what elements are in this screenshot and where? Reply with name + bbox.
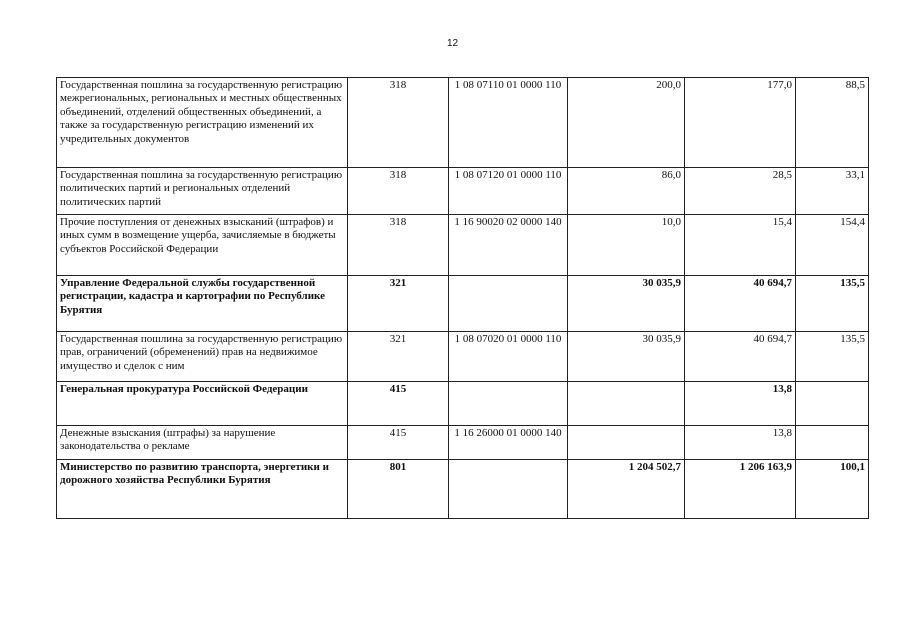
row-fact: 40 694,7 — [685, 332, 796, 382]
table-row — [57, 332, 869, 382]
row-name: Генеральная прокуратура Российской Федерации — [57, 382, 348, 426]
row-name: Государственная пошлина за государственную регистрацию прав, ограничений (обременений) прав на недвижимое имущество и сделок с ним — [57, 332, 348, 382]
row-admin-code: 415 — [348, 382, 449, 426]
row-budget-code: 1 08 07020 01 0000 110 — [449, 332, 568, 382]
table-row — [57, 426, 869, 460]
table-row — [57, 78, 869, 168]
row-budget-code: 1 16 26000 01 0000 140 — [449, 426, 568, 460]
row-fact: 13,8 — [685, 426, 796, 460]
row-fact: 28,5 — [685, 168, 796, 215]
row-budget-code: 1 08 07110 01 0000 110 — [449, 78, 568, 168]
row-budget-code — [449, 382, 568, 426]
row-plan — [568, 426, 685, 460]
row-admin-code: 801 — [348, 460, 449, 519]
table-row — [57, 168, 869, 215]
row-plan: 30 035,9 — [568, 332, 685, 382]
row-plan: 10,0 — [568, 215, 685, 276]
page-number: 12 — [446, 38, 459, 49]
row-name: Государственная пошлина за государственную регистрацию межрегиональных, региональных и местных общественных объединений, отделений общественных объединений, а также за государственную регистрацию изменений их учредительных документов — [57, 78, 348, 168]
row-fact: 15,4 — [685, 215, 796, 276]
row-name: Государственная пошлина за государственную регистрацию политических партий и региональных отделений политических партий — [57, 168, 348, 215]
row-name: Денежные взыскания (штрафы) за нарушение законодательства о рекламе — [57, 426, 348, 460]
row-budget-code — [449, 460, 568, 519]
row-admin-code: 318 — [348, 78, 449, 168]
row-percent: 88,5 — [796, 78, 869, 168]
row-plan: 1 204 502,7 — [568, 460, 685, 519]
row-plan: 200,0 — [568, 78, 685, 168]
row-budget-code: 1 08 07120 01 0000 110 — [449, 168, 568, 215]
row-percent: 33,1 — [796, 168, 869, 215]
row-name: Управление Федеральной службы государственной регистрации, кадастра и картографии по Республике Бурятия — [57, 276, 348, 332]
row-percent: 154,4 — [796, 215, 869, 276]
row-percent — [796, 426, 869, 460]
row-percent: 135,5 — [796, 332, 869, 382]
row-admin-code: 415 — [348, 426, 449, 460]
row-percent: 135,5 — [796, 276, 869, 332]
row-admin-code: 318 — [348, 215, 449, 276]
row-fact: 1 206 163,9 — [685, 460, 796, 519]
row-budget-code — [449, 276, 568, 332]
row-fact: 40 694,7 — [685, 276, 796, 332]
row-plan — [568, 382, 685, 426]
table-row — [57, 215, 869, 276]
row-name: Прочие поступления от денежных взысканий (штрафов) и иных сумм в возмещение ущерба, зачисляемые в бюджеты субъектов Российской Федерации — [57, 215, 348, 276]
row-name: Министерство по развитию транспорта, энергетики и дорожного хозяйства Республики Бурятия — [57, 460, 348, 519]
row-admin-code: 318 — [348, 168, 449, 215]
row-fact: 177,0 — [685, 78, 796, 168]
table-row — [57, 276, 869, 332]
table-row — [57, 382, 869, 426]
row-budget-code: 1 16 90020 02 0000 140 — [449, 215, 568, 276]
row-plan: 30 035,9 — [568, 276, 685, 332]
revenue-table — [56, 77, 869, 519]
row-percent: 100,1 — [796, 460, 869, 519]
row-fact: 13,8 — [685, 382, 796, 426]
row-plan: 86,0 — [568, 168, 685, 215]
row-admin-code: 321 — [348, 276, 449, 332]
row-percent — [796, 382, 869, 426]
row-admin-code: 321 — [348, 332, 449, 382]
table-row — [57, 460, 869, 519]
